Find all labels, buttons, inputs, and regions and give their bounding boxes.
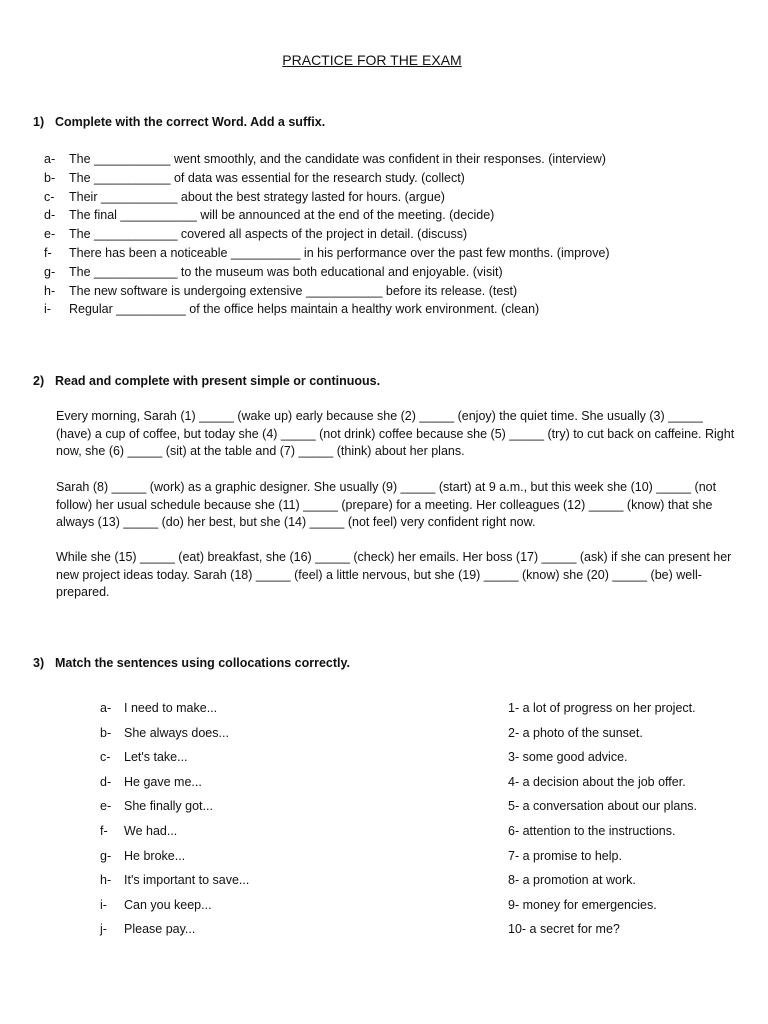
section-2-number: 2) bbox=[33, 374, 45, 388]
item-letter: d- bbox=[100, 774, 112, 789]
match-left-item bbox=[100, 774, 249, 799]
match-left-item bbox=[100, 749, 249, 774]
section-1-number: 1) bbox=[33, 115, 45, 129]
match-right-item: 1- a lot of progress on her project. bbox=[508, 701, 696, 715]
item-letter: i- bbox=[44, 302, 51, 317]
match-left-item bbox=[100, 725, 249, 750]
list-item bbox=[44, 150, 610, 169]
section-2-heading: Read and complete with present simple or continuous. bbox=[55, 374, 381, 388]
section-1-heading: Complete with the correct Word. Add a suffix. bbox=[55, 115, 326, 129]
paragraph-2: Sarah (8) _____ (work) as a graphic designer. She usually (9) _____ (start) at 9 a.m., but this week she (10) _____ (not follow) her usual schedule because she (11) _____ (prepare) for a meeting. Her colleagues (12) _____ (know) that she always (13) _____ (do) her best, but she (14) _____ (not feel) very confident right now. bbox=[56, 480, 717, 530]
item-letter: f- bbox=[100, 823, 108, 838]
item-text: She finally got... bbox=[124, 799, 213, 814]
item-text: There has been a noticeable __________ in his performance over the past few months. (improve) bbox=[69, 245, 610, 260]
list-item bbox=[44, 206, 610, 225]
item-text: We had... bbox=[124, 823, 178, 838]
match-right-item: 10- a secret for me? bbox=[508, 922, 620, 937]
section-1-list bbox=[44, 150, 610, 319]
match-left-item bbox=[100, 848, 249, 873]
match-left-item bbox=[100, 921, 249, 946]
list-item bbox=[44, 225, 610, 244]
item-letter: b- bbox=[100, 725, 112, 740]
item-text: I need to make... bbox=[124, 701, 218, 715]
item-text: The ____________ covered all aspects of the project in detail. (discuss) bbox=[69, 227, 468, 242]
match-left-column bbox=[100, 700, 249, 946]
item-text: She always does... bbox=[124, 725, 229, 740]
paragraph-1: Every morning, Sarah (1) _____ (wake up) early because she (2) _____ (enjoy) the quiet time. She usually (3) _____ (have) a cup of coffee, but today she (4) _____ (not drink) coffee because she (5) _____ (try) to cut back on caffeine. Right now, she (6) _____ (sit) at the table and (7) _____ (think) about her plans. bbox=[56, 409, 735, 459]
item-letter: e- bbox=[100, 799, 112, 814]
item-letter: b- bbox=[44, 170, 56, 185]
match-right-item: 4- a decision about the job offer. bbox=[508, 774, 686, 789]
section-2-title bbox=[33, 374, 380, 388]
item-letter: a- bbox=[100, 701, 112, 715]
item-text: The ____________ to the museum was both educational and enjoyable. (visit) bbox=[69, 264, 503, 279]
section-3-heading: Match the sentences using collocations correctly. bbox=[55, 656, 350, 670]
section-3-number: 3) bbox=[33, 656, 45, 670]
item-text: The new software is undergoing extensive ___________ before its release. (test) bbox=[69, 283, 518, 298]
match-right-item: 8- a promotion at work. bbox=[508, 873, 636, 888]
item-letter: a- bbox=[44, 152, 56, 166]
item-letter: g- bbox=[44, 264, 56, 279]
match-right-item: 7- a promise to help. bbox=[508, 848, 622, 863]
item-text: The ___________ of data was essential for the research study. (collect) bbox=[69, 170, 465, 185]
item-letter: h- bbox=[44, 283, 56, 298]
item-text: Can you keep... bbox=[124, 897, 212, 912]
item-text: Their ___________ about the best strategy lasted for hours. (argue) bbox=[69, 189, 445, 204]
match-left-item bbox=[100, 872, 249, 897]
item-text: Regular __________ of the office helps maintain a healthy work environment. (clean) bbox=[69, 302, 540, 317]
item-letter: d- bbox=[44, 208, 56, 223]
section-3-title bbox=[33, 656, 350, 670]
item-letter: c- bbox=[100, 750, 111, 765]
list-item bbox=[44, 169, 610, 188]
item-letter: f- bbox=[44, 245, 52, 260]
paragraph-3: While she (15) _____ (eat) breakfast, she (16) _____ (check) her emails. Her boss (17) _____ (ask) if she can present her new project ideas today. Sarah (18) _____ (feel) a little nervous, but she (19) _____ (know) she (20) _____ (be) well-prepared. bbox=[56, 550, 732, 600]
match-left-item bbox=[100, 823, 249, 848]
item-text: Let's take... bbox=[124, 750, 188, 765]
item-letter: i- bbox=[100, 897, 107, 912]
item-letter: c- bbox=[44, 189, 55, 204]
match-right-item: 5- a conversation about our plans. bbox=[508, 799, 698, 814]
match-right-item: 9- money for emergencies. bbox=[508, 897, 657, 912]
item-letter: e- bbox=[44, 227, 56, 242]
item-text: It's important to save... bbox=[124, 873, 250, 888]
list-item bbox=[44, 188, 610, 207]
match-left-item bbox=[100, 700, 249, 725]
list-item bbox=[44, 244, 610, 263]
page-title: PRACTICE FOR THE EXAM bbox=[282, 52, 462, 68]
section-1-title bbox=[33, 115, 325, 129]
item-text: The final ___________ will be announced at the end of the meeting. (decide) bbox=[69, 208, 495, 223]
match-right-item: 2- a photo of the sunset. bbox=[508, 725, 643, 740]
item-text: The ___________ went smoothly, and the candidate was confident in their responses. (interview) bbox=[69, 152, 606, 166]
item-text: Please pay... bbox=[124, 922, 196, 937]
match-right-item: 3- some good advice. bbox=[508, 750, 628, 765]
item-letter: j- bbox=[100, 922, 107, 937]
item-letter: h- bbox=[100, 873, 112, 888]
list-item bbox=[44, 282, 610, 301]
list-item bbox=[44, 263, 610, 282]
match-left-item bbox=[100, 798, 249, 823]
list-item bbox=[44, 300, 610, 319]
match-left-item bbox=[100, 897, 249, 922]
item-text: He broke... bbox=[124, 848, 186, 863]
match-right-item: 6- attention to the instructions. bbox=[508, 823, 676, 838]
match-right-column bbox=[508, 700, 697, 946]
item-text: He gave me... bbox=[124, 774, 202, 789]
item-letter: g- bbox=[100, 848, 112, 863]
